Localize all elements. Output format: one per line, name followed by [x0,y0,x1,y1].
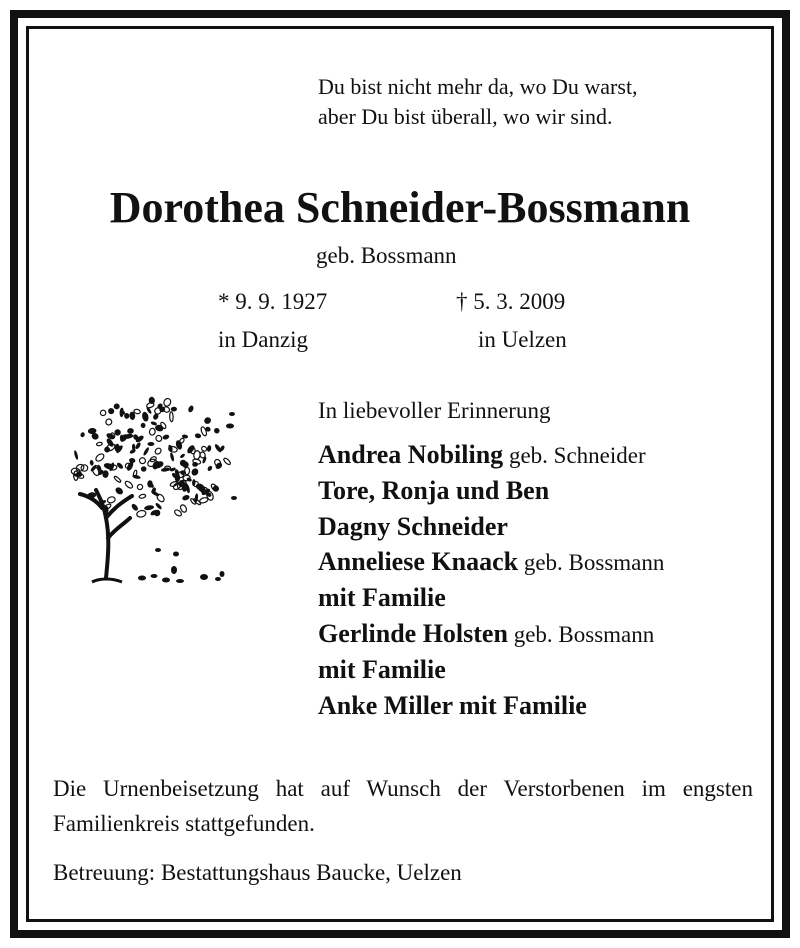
leaf-mark [171,407,177,412]
leaf-mark [136,510,146,518]
tree-trunk [80,490,132,578]
leaf-mark [175,473,180,482]
mourner-line [318,545,664,581]
leaf-mark [73,450,78,460]
leaf-mark [169,452,174,462]
leaf-mark [193,450,200,459]
leaf-mark [141,411,149,422]
mourner-name: mit Familie [318,654,446,684]
leaf-mark [130,503,139,512]
burial-notice-text: Die Urnenbeisetzung hat auf Wunsch der Verstorbenen im engsten Familienkreis stattgefunden. [53,776,753,836]
leaf-mark [141,466,147,472]
birth-place: in Danzig [218,327,309,352]
leaf-mark [89,460,94,466]
mourner-line [318,653,664,689]
mourner-name: mit Familie [318,583,446,613]
funeral-home-credit: Betreuung: Bestattungshaus Baucke, Uelzen [53,860,462,885]
leaf-mark [149,428,156,436]
death-date: † 5. 3. 2009 [456,289,566,314]
leaf-mark [124,480,134,489]
mourner-line [318,617,664,653]
tree-icon [62,378,242,588]
mourner-note: geb. Bossmann [518,550,665,576]
leaf-mark [186,477,192,483]
mourner-line [318,474,664,510]
leaf-mark [194,433,201,439]
mourners-list [318,438,664,724]
mourner-name: Anke Miller mit Familie [318,690,587,720]
leaf-mark [147,442,154,446]
memorial-quote [318,72,638,132]
burial-notice [53,771,753,841]
leaf-mark [206,445,211,452]
mourner-name: Anneliese Knaack [318,547,519,577]
leaf-mark [190,467,199,477]
leaf-mark [201,446,208,453]
mourner-name: Tore, Ronja und Ben [318,475,550,505]
leaf-mark [127,428,135,435]
born-name: geb. Bossmann [316,243,457,268]
leaf-mark [213,485,220,492]
leaf-mark [114,403,120,409]
leaf-mark [142,447,149,457]
mourner-name: Dagny Schneider [318,511,508,541]
leaf-mark [203,416,212,425]
leaf-mark [135,442,142,450]
leaf-mark [140,422,146,428]
mourner-line [318,581,664,617]
leaf-mark [181,494,190,501]
leaf-mark [223,457,232,465]
mourner-note: geb. Bossmann [507,621,655,647]
mourner-name: Gerlinde Holsten [318,618,508,648]
remembrance-line: In liebevoller Erinnerung [318,398,551,423]
leaf-mark [107,496,116,504]
leaf-mark [162,434,170,441]
leaf-mark [150,421,157,426]
birth-date: * 9. 9. 1927 [218,289,328,314]
leaf-mark [99,409,106,416]
leaf-mark [136,483,143,490]
leaf-mark [144,505,155,511]
leaf-mark [119,407,124,417]
leaf-mark [155,434,163,442]
leaf-mark [161,467,171,472]
leaf-mark [80,432,86,438]
leaf-mark [105,418,113,426]
mourner-line [318,438,664,474]
mourner-note: geb. Schneider [503,443,646,468]
leaf-mark [95,452,106,462]
leaf-mark [163,397,172,407]
death-place: in Uelzen [478,327,567,352]
leaf-mark [169,412,173,422]
leaf-mark [107,407,115,415]
leaf-mark [187,405,194,413]
mourner-line [318,689,664,725]
leaf-mark [207,465,213,472]
leaf-mark [179,453,185,459]
birth-info [218,283,327,359]
mourner-line [318,510,664,546]
leaf-mark [199,451,205,458]
leaf-mark [96,442,102,446]
leaf-mark [175,439,183,450]
leaf-mark [114,486,124,496]
mourner-name: Andrea Nobiling [318,440,504,469]
leaf-mark [139,494,146,499]
leaf-mark [154,447,162,455]
quote-line-1: Du bist nicht mehr da, wo Du warst, [318,74,638,99]
death-info [456,283,567,359]
tree-roots [92,579,122,582]
leaf-mark [113,476,121,484]
leaf-mark [139,457,146,464]
deceased-name: Dorothea Schneider-Bossmann [109,183,691,232]
quote-line-2: aber Du bist überall, wo wir sind. [318,104,613,129]
leaf-mark [213,427,221,435]
leaf-mark [155,502,163,510]
